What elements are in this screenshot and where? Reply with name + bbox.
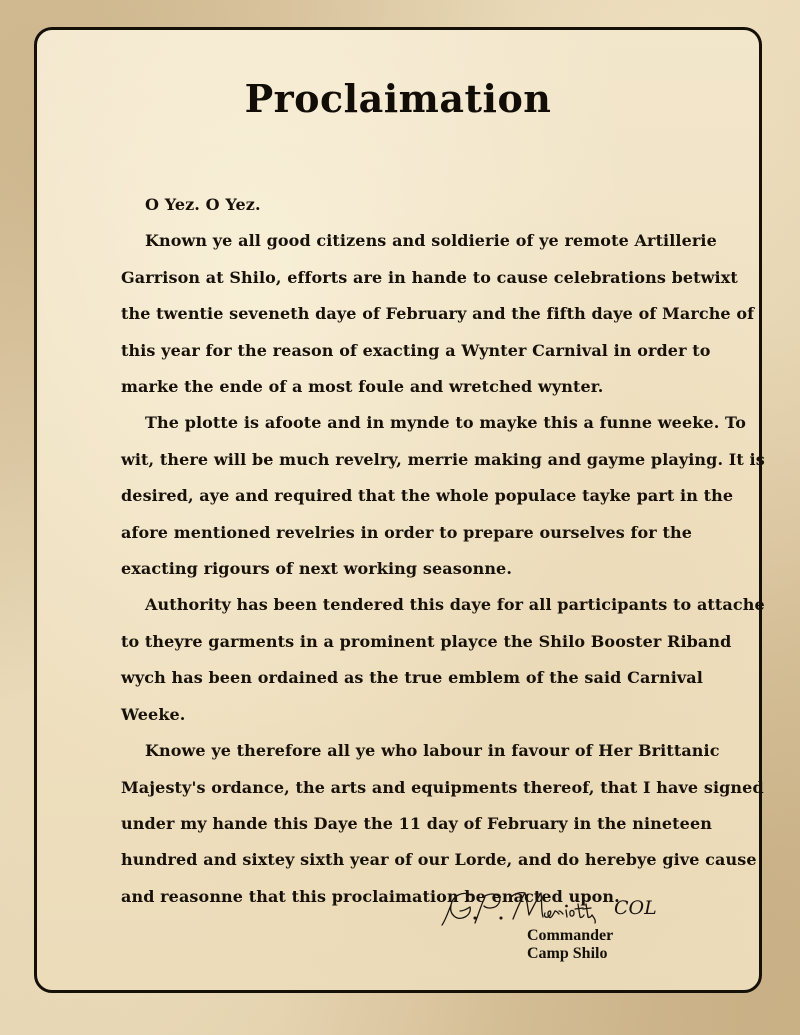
proclamation-body [121,187,771,915]
page-title: Proclaimation [244,76,552,121]
paragraph-4: Knowe ye therefore all ye who labour in favour of Her Brittanic Majesty's ordance, the arts and equipments thereof, that I have signed under my hande this Daye the 11 day of February in the nineteen hundred and sixtey sixth year of our Lorde, and do herebye give cause and reasonne that this proclaimation be enacted upon. [121,741,764,906]
paragraph-2: The plotte is afoote and in mynde to mayke this a funne weeke. To wit, there will be much revelry, merrie making and gayme playing. It is desired, aye and required that the whole populace tayke part in the afore mentioned revelries in order to prepare ourselves for the exacting rigours of next working seasonne. [121,413,765,579]
signature-rank: COL [614,897,657,919]
handwritten-signature-image [441,887,616,929]
signatory-unit: Camp Shilo [527,945,608,962]
paragraph-3: Authority has been tendered this daye for all participants to attache to theyre garments in a prominent playce the Shilo Booster Riband wych has been ordained as the true emblem of the said Carnival Weeke. [121,595,765,724]
paragraph-1: Known ye all good citizens and soldierie of ye remote Artillerie Garrison at Shilo, efforts are in hande to cause celebrations betwixt the twentie seveneth daye of February and the fifth daye of Marche of this year for the reason of exacting a Wynter Carnival in order to marke the ende of a most foule and wretched wynter. [121,231,755,397]
signatory-title: Commander [527,927,614,944]
document-frame [34,27,765,993]
greeting: O Yez. O Yez. [145,195,261,214]
signature [441,887,701,927]
signature-block [441,887,741,963]
